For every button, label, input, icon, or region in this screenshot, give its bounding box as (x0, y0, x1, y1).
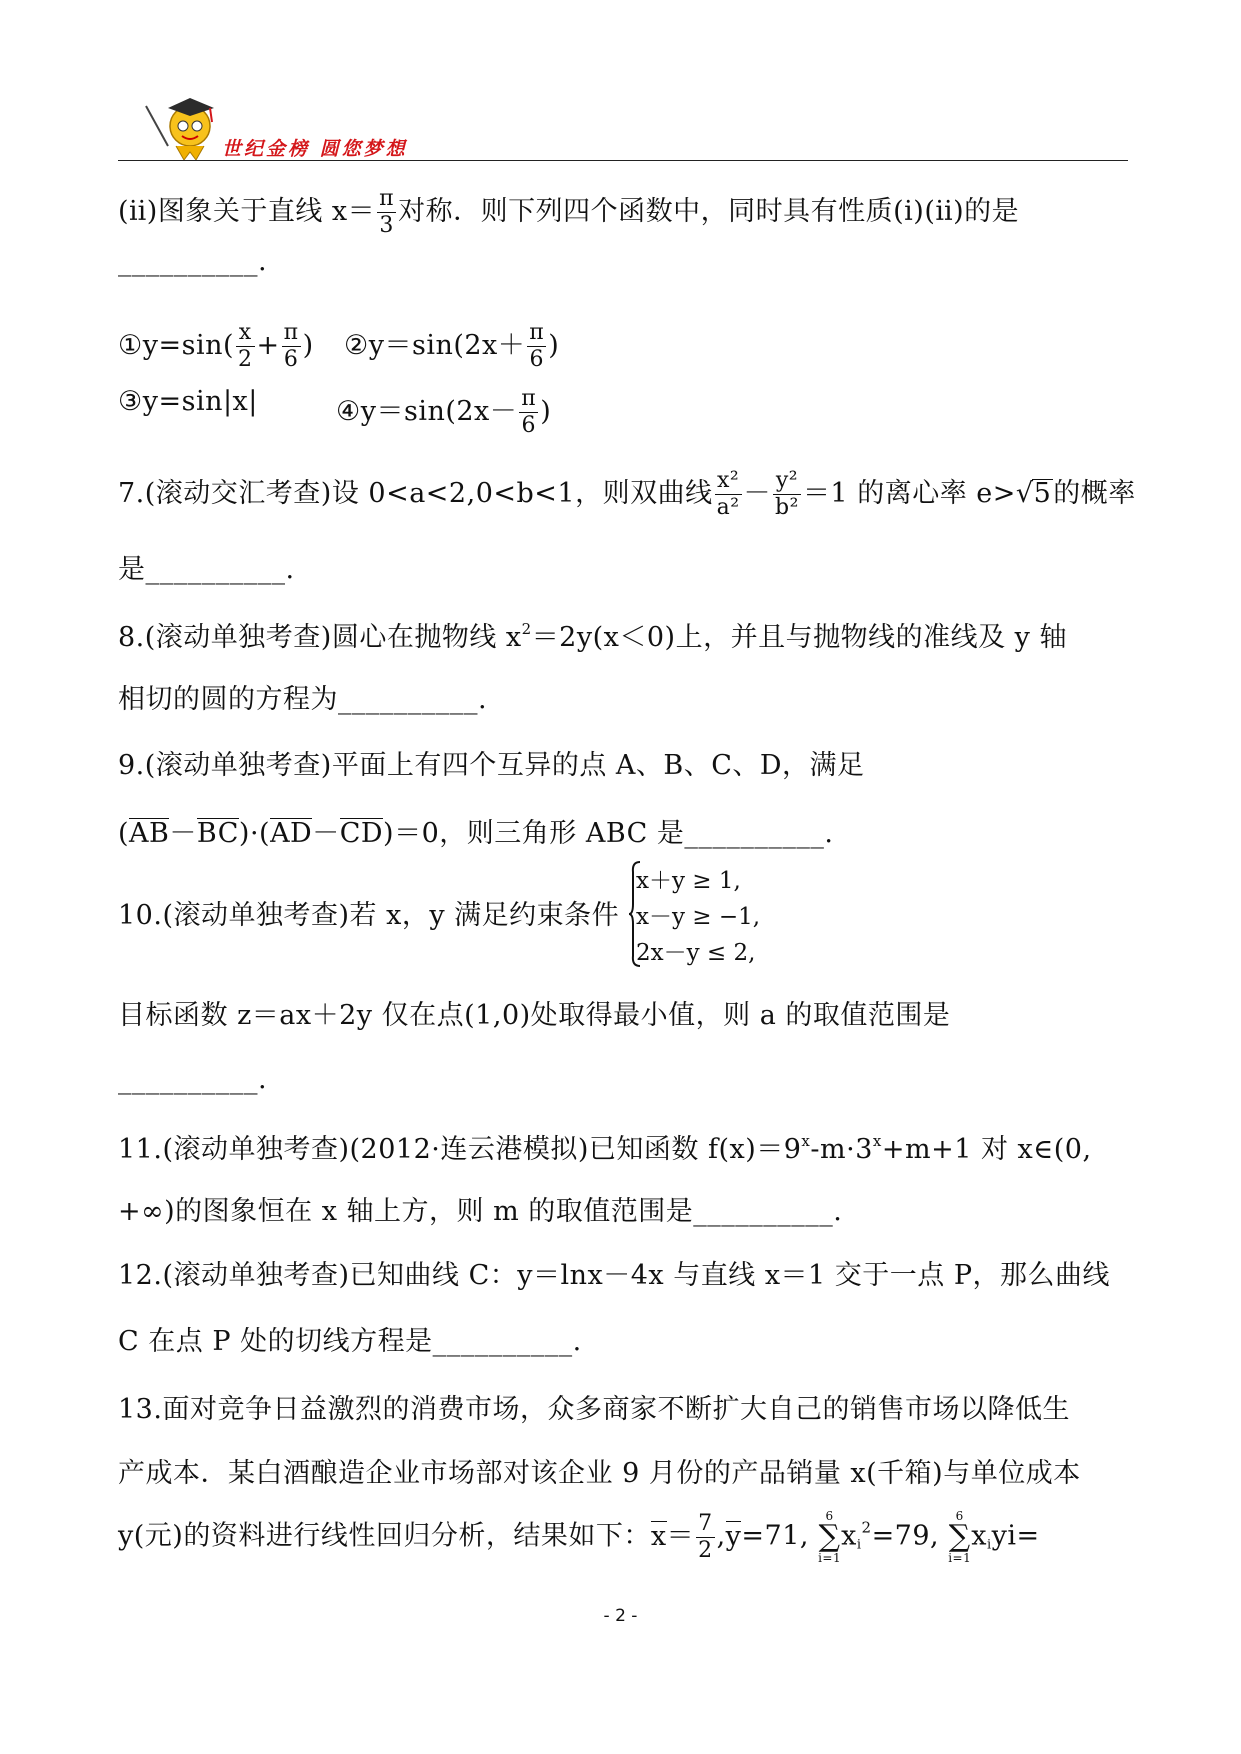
question-7-blank: 是__________. (118, 554, 295, 585)
question-10-blank: __________. (118, 1064, 268, 1095)
option-1: ①y=sin( $\frac{x}{2}$ + $\frac{\pi}{6}$ ) (118, 320, 314, 372)
option-3: ③y=sin|x| (118, 386, 258, 417)
question-9: 9.(滚动单独考查)平面上有四个互异的点 A、B、C、D，满足 (118, 750, 865, 781)
brand-slogan: 世纪金榜 圆您梦想 (222, 138, 408, 160)
constraint-system (636, 863, 760, 971)
constraint: 2x－y ≤ 2, (636, 940, 756, 966)
question-12: 12.(滚动单独考查)已知曲线 C：y＝lnx－4x 与直线 x＝1 交于一点 P，那么曲线 (118, 1260, 1111, 1291)
scholar-mascot-logo (138, 86, 230, 166)
question-13-line-3: y(元)的资料进行线性回归分析，结果如下：x＝ $\frac{7}{2}$ ,y=71, 6 ∑ i=1 $x_i^2=79$, 6 ∑ i=1 $x_iyi=$ (118, 1509, 1040, 1565)
question-8-line-2: 相切的圆的方程为__________. (118, 684, 488, 715)
question-12-line-2: C 在点 P 处的切线方程是__________. (118, 1326, 582, 1357)
constraint: x－y ≥ −1, (636, 904, 761, 930)
constraint: x＋y ≥ 1, (636, 868, 741, 894)
question-11: 11.(滚动单独考查)(2012·连云港模拟)已知函数 $f(x)=9^x-m\cdot 3^x+m+1$ 对 x∈(0, (118, 1132, 1092, 1165)
question-8: 8.(滚动单独考查)圆心在抛物线 $x^2=2y(x<0)$上，并且与抛物线的准线及 y 轴 (118, 620, 1068, 653)
question-13: 13.面对竞争日益激烈的消费市场，众多商家不断扩大自己的销售市场以降低生 (118, 1394, 1070, 1425)
question-9-line-2: (AB－BC)·(AD－CD)＝0，则三角形 ABC 是__________. (118, 818, 834, 849)
page-header (118, 72, 1128, 162)
option-2: ②y＝sin(2x＋ $\frac{\pi}{6}$ ) (344, 320, 560, 372)
question-11-line-2: +∞)的图象恒在 x 轴上方，则 m 的取值范围是__________. (118, 1196, 843, 1227)
summation: 6 ∑ i=1 (948, 1509, 972, 1565)
option-4: ④y＝sin(2x－ $\frac{\pi}{6}$ ) (336, 386, 552, 438)
question-10: 10.(滚动单独考查)若 x，y 满足约束条件 (118, 900, 620, 931)
question-13-line-2: 产成本．某白酒酿造企业市场部对该企业 9 月份的产品销量 x(千箱)与单位成本 (118, 1458, 1081, 1489)
page-number: - 2 - (603, 1606, 638, 1626)
summation: 6 ∑ i=1 (818, 1509, 842, 1565)
question-7: 7.(滚动交汇考查)设 0<a<2,0<b<1，则双曲线 $\frac{\text{x²}}{\text{a²}}$ － $\frac{\text{y²}}{\text{b²}}$ ＝1 的离心率 e>√5的概率 (118, 468, 1136, 520)
answer-blank: __________. (118, 246, 268, 277)
fraction: $\frac{\pi}{3}$ (379, 186, 395, 238)
header-rule (118, 160, 1128, 161)
text-line: (ⅱ)图象关于直线 x＝ $\frac{\pi}{3}$ 对称．则下列四个函数中，同时具有性质(ⅰ)(ⅱ)的是 (118, 186, 1020, 238)
question-10-line-2: 目标函数 z＝ax＋2y 仅在点(1,0)处取得最小值，则 a 的取值范围是 (118, 1000, 951, 1031)
